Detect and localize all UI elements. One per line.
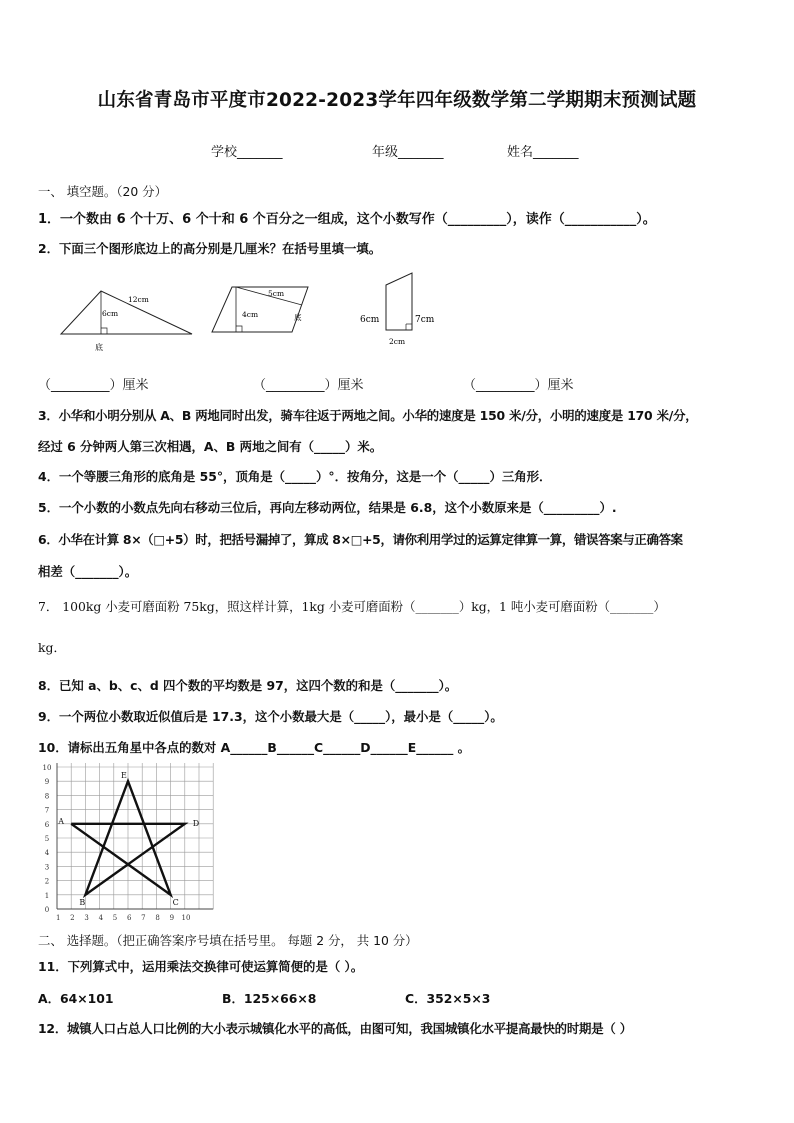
name-field: 姓名_______ [507, 145, 579, 160]
section-2-heading: 二、 选择题。（把正确答案序号填在括号里。 每题 2 分， 共 10 分） [38, 933, 418, 948]
question-7-line-2: kg． [38, 640, 66, 655]
point-label-d: D [192, 818, 200, 828]
grade-field: 年级_______ [372, 145, 444, 160]
y-tick-label: 4 [44, 849, 50, 858]
y-tick-label: 5 [44, 835, 50, 843]
page-title: 山东省青岛市平度市2022-2023学年四年级数学第二学期期末预测试题 [97, 90, 697, 111]
question-2: 2．下面三个图形底边上的高分别是几厘米？在括号里填一填。 [38, 241, 382, 256]
x-tick-label: 6 [126, 914, 132, 922]
y-tick-label: 1 [44, 891, 50, 900]
parallelogram-slant-label: 5cm [268, 289, 285, 298]
y-tick-label: 2 [44, 877, 50, 886]
answer-parallelogram-height: （_________）厘米 [253, 378, 364, 393]
question-10: 10．请标出五角星中各点的数对 A______B______C______D______E______ 。 [38, 740, 471, 755]
x-tick-label: 2 [70, 914, 75, 922]
x-tick-label: 7 [141, 914, 146, 922]
y-tick-label: 7 [44, 806, 50, 815]
point-label-e: E [121, 771, 127, 781]
x-tick-label: 5 [112, 914, 118, 922]
triangle-height-label: 6cm [102, 309, 119, 318]
question-8: 8．已知 a、b、c、d 四个数的平均数是 97，这四个数的和是（_______）。 [38, 678, 458, 693]
y-tick-label: 0 [44, 906, 50, 914]
x-tick-label: 4 [98, 914, 104, 922]
point-label-b: B [79, 897, 86, 907]
question-5: 5．一个小数的小数点先向右移动三位后，再向左移动两位，结果是 6.8，这个小数原来是（_________）. [38, 500, 617, 515]
parallelogram-base-label: 底 [294, 313, 302, 322]
option-a: A．64×101 [38, 991, 114, 1006]
x-tick-label: 10 [181, 914, 191, 922]
triangle-side-label: 12cm [128, 295, 149, 304]
coordinate-grid [30, 763, 245, 928]
question-7-line-1: 7． 100kg 小麦可磨面粉 75kg，照这样计算，1kg 小麦可磨面粉（_______）kg，1 吨小麦可磨面粉（_______） [38, 599, 666, 614]
option-c: C．352×5×3 [405, 991, 491, 1006]
x-tick-label: 1 [55, 914, 61, 922]
y-tick-label: 8 [44, 792, 50, 801]
question-3-line-2: 经过 6 分钟两人第三次相遇，A、B 两地之间有（_____）米。 [38, 439, 383, 454]
parallelogram-height-label: 4cm [242, 310, 259, 319]
y-tick-label: 3 [44, 863, 50, 872]
question-4: 4．一个等腰三角形的底角是 55°，顶角是（_____）°．按角分，这是一个（_____）三角形． [38, 469, 552, 484]
y-tick-label: 9 [44, 778, 50, 787]
point-label-c: C [172, 897, 179, 907]
question-6-line-1: 6．小华在计算 8×（□+5）时，把括号漏掉了，算成 8×□+5，请你利用学过的运算定律算一算，错误答案与正确答案 [38, 532, 683, 547]
option-b: B．125×66×8 [222, 991, 317, 1006]
triangle-base-label: 底 [95, 343, 103, 352]
trapezoid-base-label: 2cm [389, 337, 406, 346]
x-tick-label: 3 [84, 914, 89, 922]
triangle-figure [50, 278, 200, 353]
trapezoid-figure [358, 268, 438, 350]
section-1-heading: 一、 填空题。（20 分） [38, 184, 167, 199]
question-12: 12．城镇人口占总人口比例的大小表示城镇化水平的高低，由图可知，我国城镇化水平提高最快的时期是（ ） [38, 1021, 632, 1036]
question-11: 11．下列算式中，运用乘法交换律可使运算简便的是（ ）。 [38, 959, 364, 974]
trapezoid-right-label: 7cm [415, 315, 435, 325]
y-tick-label: 10 [42, 764, 52, 772]
question-6-line-2: 相差（_______）。 [38, 564, 138, 579]
question-9: 9．一个两位小数取近似值后是 17.3，这个小数最大是（_____），最小是（_____）。 [38, 709, 503, 724]
parallelogram-figure [208, 280, 318, 340]
answer-triangle-height: （_________）厘米 [38, 378, 149, 393]
point-label-a: A [58, 816, 64, 826]
trapezoid-left-label: 6cm [360, 315, 380, 325]
y-tick-label: 6 [44, 820, 50, 829]
answer-trapezoid-height: （_________）厘米 [463, 378, 574, 393]
question-1: 1．一个数由 6 个十万、6 个十和 6 个百分之一组成，这个小数写作（_________），读作（___________）。 [38, 212, 656, 227]
school-field: 学校_______ [211, 145, 283, 160]
x-tick-label: 8 [155, 914, 160, 922]
question-3-line-1: 3．小华和小明分别从 A、B 两地同时出发，骑车往返于两地之间。小华的速度是 150 米/分，小明的速度是 170 米/分， [38, 408, 698, 423]
x-tick-label: 9 [169, 914, 175, 922]
